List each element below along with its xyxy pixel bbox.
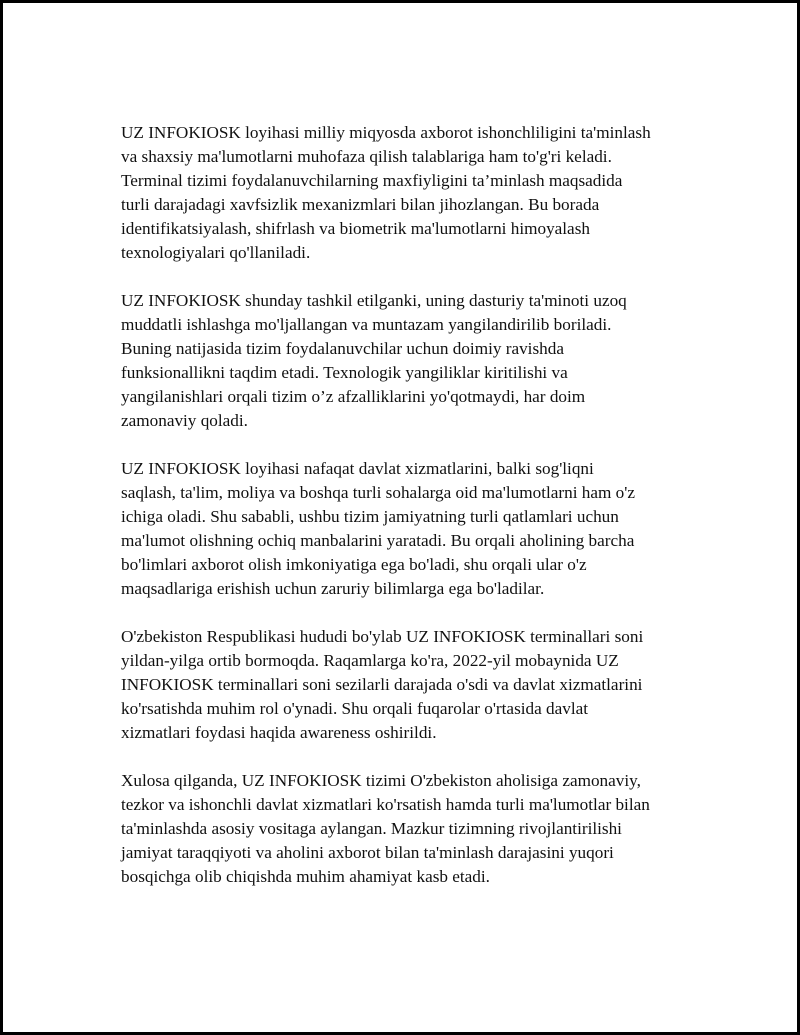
paragraph-line: bo'limlari axborot olish imkoniyatiga ega bo'ladi, shu orqali ular o'z xyxy=(121,555,587,574)
paragraph-line: muddatli ishlashga mo'ljallangan va muntazam yangilandirilib boriladi. xyxy=(121,315,612,334)
paragraph-line: jamiyat taraqqiyoti va aholini axborot bilan ta'minlash darajasini yuqori xyxy=(121,843,614,862)
paragraph-line: zamonaviy qoladi. xyxy=(121,411,248,430)
document-body xyxy=(121,121,701,913)
paragraph-line: xizmatlari foydasi haqida awareness oshirildi. xyxy=(121,723,437,742)
paragraph-line: O'zbekiston Respublikasi hududi bo'ylab UZ INFOKIOSK terminallari soni xyxy=(121,627,644,646)
paragraph-line: turli darajadagi xavfsizlik mexanizmlari bilan jihozlangan. Bu borada xyxy=(121,195,600,214)
paragraph-line: maqsadlariga erishish uchun zaruriy bilimlarga ega bo'ladilar. xyxy=(121,579,545,598)
paragraph-line: bosqichga olib chiqishda muhim ahamiyat kasb etadi. xyxy=(121,867,490,886)
paragraph-line: saqlash, ta'lim, moliya va boshqa turli sohalarga oid ma'lumotlarni ham o'z xyxy=(121,483,635,502)
paragraph-line: Xulosa qilganda, UZ INFOKIOSK tizimi O'zbekiston aholisiga zamonaviy, xyxy=(121,771,641,790)
paragraph-line: ko'rsatishda muhim rol o'ynadi. Shu orqali fuqarolar o'rtasida davlat xyxy=(121,699,589,718)
paragraph-line: va shaxsiy ma'lumotlarni muhofaza qilish talablariga ham to'g'ri keladi. xyxy=(121,147,612,166)
paragraph-3 xyxy=(121,457,701,601)
paragraph-line: UZ INFOKIOSK shunday tashkil etilganki, uning dasturiy ta'minoti uzoq xyxy=(121,291,627,310)
paragraph-line: funksionallikni taqdim etadi. Texnologik yangiliklar kiritilishi va xyxy=(121,363,568,382)
paragraph-line: tezkor va ishonchli davlat xizmatlari ko'rsatish hamda turli ma'lumotlar bilan xyxy=(121,795,650,814)
paragraph-line: ta'minlashda asosiy vositaga aylangan. Mazkur tizimning rivojlantirilishi xyxy=(121,819,622,838)
paragraph-line: Terminal tizimi foydalanuvchilarning maxfiyligini ta’minlash maqsadida xyxy=(121,171,623,190)
paragraph-line: texnologiyalari qo'llaniladi. xyxy=(121,243,311,262)
paragraph-5 xyxy=(121,769,701,889)
paragraph-line: INFOKIOSK terminallari soni sezilarli darajada o'sdi va davlat xizmatlarini xyxy=(121,675,643,694)
paragraph-line: yildan-yilga ortib bormoqda. Raqamlarga ko'ra, 2022-yil mobaynida UZ xyxy=(121,651,619,670)
paragraph-line: identifikatsiyalash, shifrlash va biometrik ma'lumotlarni himoyalash xyxy=(121,219,590,238)
paragraph-line: yangilanishlari orqali tizim o’z afzalliklarini yo'qotmaydi, har doim xyxy=(121,387,586,406)
paragraph-2 xyxy=(121,289,701,433)
paragraph-line: ichiga oladi. Shu sababli, ushbu tizim jamiyatning turli qatlamlari uchun xyxy=(121,507,619,526)
paragraph-line: UZ INFOKIOSK loyihasi nafaqat davlat xizmatlarini, balki sog'liqni xyxy=(121,459,594,478)
paragraph-line: Buning natijasida tizim foydalanuvchilar uchun doimiy ravishda xyxy=(121,339,564,358)
paragraph-line: UZ INFOKIOSK loyihasi milliy miqyosda axborot ishonchliligini ta'minlash xyxy=(121,123,651,142)
paragraph-1 xyxy=(121,121,701,265)
paragraph-4 xyxy=(121,625,701,745)
paragraph-line: ma'lumot olishning ochiq manbalarini yaratadi. Bu orqali aholining barcha xyxy=(121,531,635,550)
